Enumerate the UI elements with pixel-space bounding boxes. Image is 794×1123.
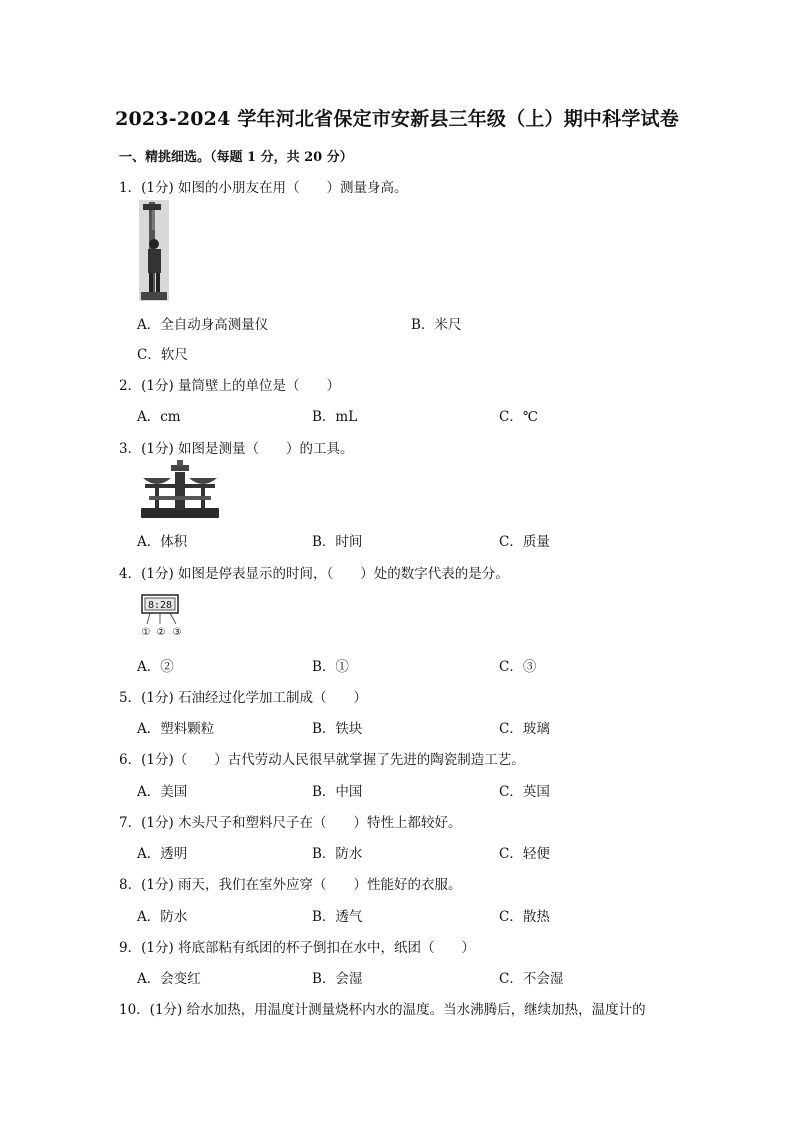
question-7-option-a: A．透明: [137, 846, 188, 862]
stopwatch-figure: [140, 594, 186, 638]
question-4-option-b: B．①: [312, 659, 349, 675]
height-measuring-figure: [139, 200, 169, 301]
question-5-option-b: B．铁块: [312, 721, 363, 737]
question-5-stem: 5．(1分) 石油经过化学加工制成（ ）: [119, 690, 368, 706]
question-1-option-a: A．全自动身高测量仪: [137, 317, 269, 333]
question-9-option-c: C．不会湿: [499, 971, 564, 987]
question-8-stem: 8．(1分) 雨天，我们在室外应穿（ ）性能好的衣服。: [119, 877, 462, 893]
question-3-option-c: C．质量: [499, 534, 550, 550]
question-2-option-c: C．℃: [499, 409, 538, 425]
stopwatch-marker-2: ②: [156, 627, 166, 638]
question-6-option-a: A．美国: [137, 784, 188, 800]
question-7-option-c: C．轻便: [499, 846, 550, 862]
balance-scale-figure: [139, 460, 221, 520]
stopwatch-marker-1: ①: [141, 627, 151, 638]
question-6-option-c: C．英国: [499, 784, 550, 800]
question-1-option-c: C．软尺: [137, 347, 188, 363]
question-6-option-b: B．中国: [312, 784, 363, 800]
question-4-option-a: A．②: [137, 659, 174, 675]
question-4-option-c: C．③: [499, 659, 537, 675]
section-heading: 一、精挑细选。（每题 1 分，共 20 分）: [119, 150, 353, 165]
question-6-stem: 6．(1分)（ ）古代劳动人民很早就掌握了先进的陶瓷制造工艺。: [119, 752, 525, 768]
question-1-option-b: B．米尺: [411, 317, 462, 333]
question-9-option-b: B．会湿: [312, 971, 363, 987]
question-3-option-b: B．时间: [312, 534, 363, 550]
question-8-option-c: C．散热: [499, 909, 550, 925]
question-3-option-a: A．体积: [137, 534, 188, 550]
question-5-option-c: C．玻璃: [499, 721, 550, 737]
question-8-option-b: B．透气: [312, 909, 363, 925]
question-8-option-a: A．防水: [137, 909, 188, 925]
page-title: 2023-2024 学年河北省保定市安新县三年级（上）期中科学试卷: [115, 108, 679, 130]
question-3-stem: 3．(1分) 如图是测量（ ）的工具。: [119, 441, 354, 457]
question-9-stem: 9．(1分) 将底部粘有纸团的杯子倒扣在水中，纸团（ ）: [119, 940, 476, 956]
question-7-option-b: B．防水: [312, 846, 363, 862]
question-9-option-a: A．会变红: [137, 971, 201, 987]
question-2-option-a: A．cm: [137, 409, 181, 425]
question-2-option-b: B．mL: [312, 409, 358, 425]
question-5-option-a: A．塑料颗粒: [137, 721, 215, 737]
stopwatch-display: 8:28: [147, 600, 173, 611]
stopwatch-marker-3: ③: [172, 627, 182, 638]
question-2-stem: 2．(1分) 量筒壁上的单位是（ ）: [119, 378, 341, 394]
question-4-stem: 4．(1分) 如图是停表显示的时间，（ ）处的数字代表的是分。: [119, 566, 509, 582]
question-10-stem: 10．(1分) 给水加热，用温度计测量烧杯内水的温度。当水沸腾后，继续加热，温度计的: [119, 1002, 646, 1018]
question-7-stem: 7．(1分) 木头尺子和塑料尺子在（ ）特性上都较好。: [119, 815, 462, 831]
question-1-stem: 1．(1分) 如图的小朋友在用（ ）测量身高。: [119, 180, 408, 196]
